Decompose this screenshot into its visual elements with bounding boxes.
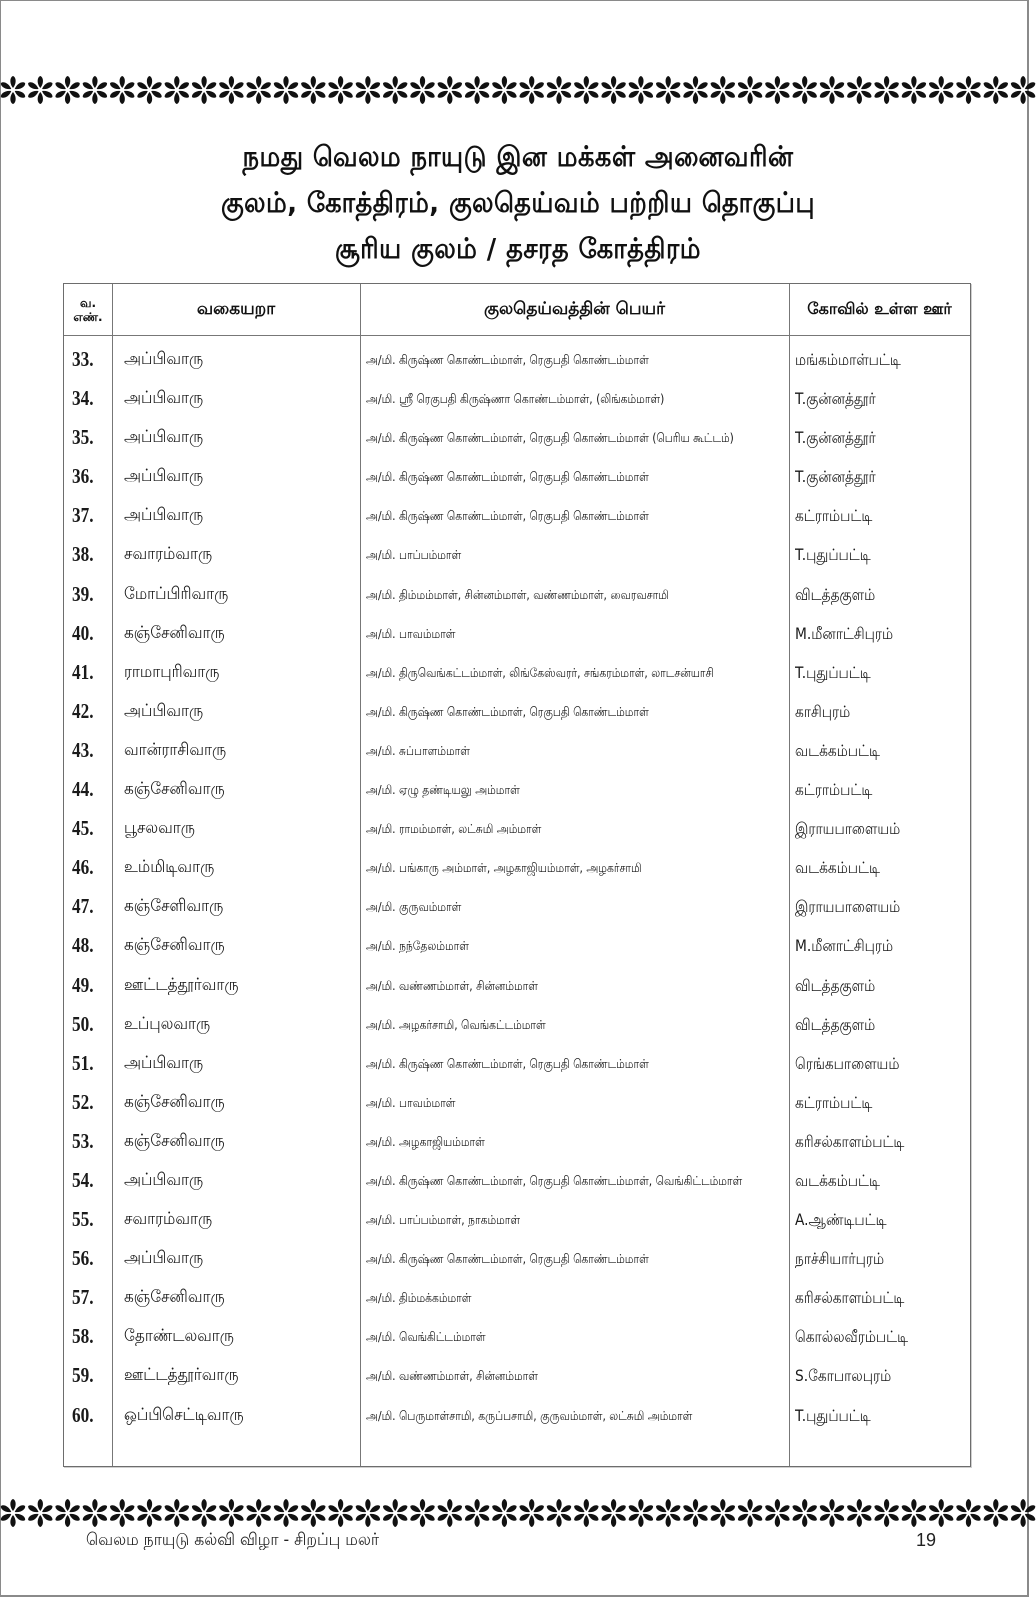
flower-icon <box>518 1499 545 1527</box>
flower-icon <box>846 76 873 104</box>
flower-icon <box>627 1499 654 1527</box>
flower-icon <box>900 1499 927 1527</box>
flower-icon <box>109 1499 136 1527</box>
row-serial-number: 34. <box>72 386 94 411</box>
table-row <box>64 1239 970 1278</box>
flower-icon <box>136 76 163 104</box>
row-serial-number: 48. <box>72 933 94 958</box>
row-temple-village: M.மீனாட்சிபுரம் <box>795 936 894 956</box>
row-temple-village: விடத்தகுளம் <box>795 975 876 995</box>
row-serial-number: 60. <box>72 1402 94 1427</box>
row-serial-number: 47. <box>72 894 94 919</box>
row-serial-number: 33. <box>72 347 94 371</box>
row-serial-number: 46. <box>72 855 94 880</box>
row-family-deity: அ/மி. ஏழு தண்டியலு அம்மாள் <box>366 782 520 798</box>
table-row <box>64 379 970 418</box>
flower-icon <box>819 76 846 104</box>
row-lineage: சவாரம்வாரு <box>124 1209 213 1230</box>
ornament-border-bottom <box>0 1496 1036 1530</box>
table-row <box>64 848 970 887</box>
flower-icon <box>27 76 54 104</box>
row-serial-number: 55. <box>72 1207 94 1232</box>
row-family-deity: அ/மி. வெங்கிட்டம்மாள் <box>366 1329 486 1345</box>
table-row <box>64 887 970 926</box>
flower-icon <box>354 76 381 104</box>
row-temple-village: T.குன்னத்தூர் <box>795 428 876 448</box>
row-temple-village: S.கோபாலபுரம் <box>795 1366 892 1386</box>
row-family-deity: அ/மி. குருவம்மாள் <box>366 899 462 915</box>
row-family-deity: அ/மி. திருவெங்கட்டம்மாள், லிங்கேஸ்வரர், சங்கரம்மாள், லாடசன்யாசி <box>366 664 714 680</box>
flower-icon <box>1010 76 1036 104</box>
row-temple-village: கரிசல்காளம்பட்டி <box>795 1131 905 1151</box>
flower-icon <box>600 1499 627 1527</box>
flower-icon <box>682 1499 709 1527</box>
table-row <box>64 1161 970 1200</box>
flower-icon <box>245 76 272 104</box>
flower-icon <box>464 76 491 104</box>
row-family-deity: அ/மி. திம்மம்மாள், சின்னம்மாள், வண்ணம்மாள், வைரவசாமி <box>366 586 669 602</box>
row-lineage: சவாரம்வாரு <box>124 544 213 565</box>
flower-icon <box>245 1499 272 1527</box>
row-lineage: பூசலவாரு <box>124 818 195 839</box>
flower-icon <box>409 76 436 104</box>
row-family-deity: அ/மி. பங்காரு அம்மாள், அழகாஜியம்மாள், அழகர்சாமி <box>366 860 642 876</box>
header-family-deity: குலதெய்வத்தின் பெயர் <box>483 298 665 319</box>
flower-icon <box>600 76 627 104</box>
row-serial-number: 45. <box>72 816 94 841</box>
flower-icon <box>382 76 409 104</box>
header-serial-line-2: எண். <box>73 309 103 324</box>
row-temple-village: காசிபுரம் <box>795 701 851 721</box>
row-lineage: கஞ்சேனிவாரு <box>124 1130 225 1151</box>
flower-icon <box>873 1499 900 1527</box>
row-lineage: கஞ்சேனிவாரு <box>124 1091 225 1112</box>
table-row <box>64 1396 970 1435</box>
row-temple-village: கட்ராம்பட்டி <box>795 780 873 800</box>
row-serial-number: 38. <box>72 542 94 567</box>
table-row <box>64 966 970 1005</box>
flower-icon <box>928 76 955 104</box>
flower-icon <box>300 1499 327 1527</box>
row-temple-village: விடத்தகுளம் <box>795 1014 876 1034</box>
row-family-deity: அ/மி. வண்ணம்மாள், சின்னம்மாள் <box>366 977 538 993</box>
row-family-deity: அ/மி. நந்தேலம்மாள் <box>366 938 469 954</box>
flower-icon <box>163 1499 190 1527</box>
row-lineage: மோப்பிரிவாரு <box>124 583 229 604</box>
row-lineage: அப்பிவாரு <box>124 700 204 721</box>
row-serial-number: 43. <box>72 737 94 762</box>
table-row <box>64 1044 970 1083</box>
flower-icon <box>955 76 982 104</box>
row-temple-village: கொல்லவீரம்பட்டி <box>795 1327 909 1347</box>
row-lineage: அப்பிவாரு <box>124 466 204 487</box>
flower-icon <box>737 76 764 104</box>
row-serial-number: 37. <box>72 503 94 528</box>
row-temple-village: T.குன்னத்தூர் <box>795 389 876 409</box>
flower-icon <box>846 1499 873 1527</box>
flower-icon <box>573 76 600 104</box>
flower-icon <box>191 76 218 104</box>
table-body <box>64 340 970 1435</box>
row-lineage: உப்புலவாரு <box>124 1013 211 1034</box>
flower-icon <box>873 76 900 104</box>
flower-icon <box>54 76 81 104</box>
table-row <box>64 1122 970 1161</box>
row-serial-number: 50. <box>72 1011 94 1036</box>
row-lineage: கஞ்சேனிவாரு <box>124 779 225 800</box>
header-serial-number <box>64 284 112 335</box>
flower-icon <box>109 76 136 104</box>
table-row <box>64 1356 970 1395</box>
flower-icon <box>0 76 26 104</box>
table-row <box>64 614 970 653</box>
flower-icon <box>737 1499 764 1527</box>
row-family-deity: அ/மி. வண்ணம்மாள், சின்னம்மாள் <box>366 1368 538 1384</box>
flower-icon <box>218 76 245 104</box>
flower-icon <box>491 76 518 104</box>
row-temple-village: M.மீனாட்சிபுரம் <box>795 623 894 643</box>
row-temple-village: நாச்சியார்புரம் <box>795 1249 885 1269</box>
row-temple-village: கரிசல்காளம்பட்டி <box>795 1288 905 1308</box>
flower-icon <box>709 76 736 104</box>
row-family-deity: அ/மி. பாப்பம்மாள் <box>366 547 462 563</box>
table-row <box>64 496 970 535</box>
flower-ornament-icon <box>0 1496 1036 1530</box>
row-temple-village: வடக்கம்பட்டி <box>795 740 880 760</box>
table-row <box>64 731 970 770</box>
row-lineage: கஞ்சேனிவாரு <box>124 1287 225 1308</box>
flower-icon <box>436 76 463 104</box>
flower-icon <box>655 76 682 104</box>
gotra-table <box>63 283 971 1467</box>
flower-icon <box>546 1499 573 1527</box>
row-serial-number: 57. <box>72 1285 94 1310</box>
flower-icon <box>819 1499 846 1527</box>
row-lineage: வான்ராசிவாரு <box>124 739 227 760</box>
flower-icon <box>955 1499 982 1527</box>
row-lineage: கஞ்சேளிவாரு <box>124 896 224 917</box>
row-temple-village: T.புதுப்பட்டி <box>795 1405 871 1425</box>
row-temple-village: T.புதுப்பட்டி <box>795 545 871 565</box>
table-row <box>64 692 970 731</box>
flower-icon <box>682 76 709 104</box>
row-temple-village: T.புதுப்பட்டி <box>795 662 871 682</box>
row-serial-number: 35. <box>72 425 94 450</box>
flower-icon <box>136 1499 163 1527</box>
flower-ornament-icon <box>0 73 1036 107</box>
row-lineage: கஞ்சேனிவாரு <box>124 622 225 643</box>
flower-icon <box>764 76 791 104</box>
table-row <box>64 1317 970 1356</box>
row-temple-village: மங்கம்மாள்பட்டி <box>795 350 901 369</box>
row-lineage: அப்பிவாரு <box>124 1248 204 1269</box>
row-lineage: அப்பிவாரு <box>124 427 204 448</box>
header-divider <box>64 335 970 336</box>
row-serial-number: 53. <box>72 1128 94 1153</box>
table-row <box>64 340 970 379</box>
flower-icon <box>163 76 190 104</box>
row-lineage: கஞ்சேனிவாரு <box>124 935 225 956</box>
row-lineage: ஒப்பிசெட்டிவாரு <box>124 1404 244 1425</box>
row-temple-village: வடக்கம்பட்டி <box>795 1170 880 1190</box>
flower-icon <box>191 1499 218 1527</box>
row-lineage: உம்மிடிவாரு <box>124 857 215 878</box>
row-lineage: ஊட்டத்தூர்வாரு <box>124 1365 239 1386</box>
flower-icon <box>982 76 1009 104</box>
page-title <box>0 134 1036 272</box>
flower-icon <box>218 1499 245 1527</box>
flower-icon <box>54 1499 81 1527</box>
row-serial-number: 41. <box>72 659 94 684</box>
flower-icon <box>27 1499 54 1527</box>
row-serial-number: 40. <box>72 620 94 645</box>
flower-icon <box>81 76 108 104</box>
flower-icon <box>791 76 818 104</box>
flower-icon <box>81 1499 108 1527</box>
flower-icon <box>327 76 354 104</box>
flower-icon <box>655 1499 682 1527</box>
flower-icon <box>1010 1499 1036 1527</box>
row-serial-number: 56. <box>72 1246 94 1271</box>
flower-icon <box>573 1499 600 1527</box>
flower-icon <box>354 1499 381 1527</box>
row-temple-village: T.குன்னத்தூர் <box>795 467 876 487</box>
table-row <box>64 770 970 809</box>
row-serial-number: 42. <box>72 698 94 723</box>
row-serial-number: 54. <box>72 1167 94 1192</box>
flower-icon <box>928 1499 955 1527</box>
page-footer <box>86 1530 936 1560</box>
header-serial-line-1: வ. <box>79 295 97 310</box>
footer-title: வெலம நாயுடு கல்வி விழா - சிறப்பு மலர் <box>86 1530 380 1550</box>
flower-icon <box>273 1499 300 1527</box>
ornament-border-top <box>0 73 1036 107</box>
table-row <box>64 926 970 965</box>
row-family-deity: அ/மி. பாவம்மாள் <box>366 1094 456 1110</box>
flower-icon <box>627 76 654 104</box>
row-lineage: அப்பிவாரு <box>124 349 204 369</box>
row-lineage: தோண்டலவாரு <box>124 1326 234 1347</box>
row-lineage: ராமாபுரிவாரு <box>124 661 220 682</box>
flower-icon <box>518 76 545 104</box>
row-family-deity: அ/மி. கிருஷ்ண கொண்டம்மாள், ரெகுபதி கொண்டம்மாள் <box>366 469 649 485</box>
row-temple-village: வடக்கம்பட்டி <box>795 858 880 878</box>
title-line-3: சூரிய குலம் / தசரத கோத்திரம் <box>335 232 701 265</box>
row-family-deity: அ/மி. கிருஷ்ண கொண்டம்மாள், ரெகுபதி கொண்டம்மாள் <box>366 703 649 719</box>
row-serial-number: 39. <box>72 581 94 606</box>
row-family-deity: அ/மி. பாவம்மாள் <box>366 625 456 641</box>
row-serial-number: 44. <box>72 777 94 802</box>
table-row <box>64 418 970 457</box>
flower-icon <box>982 1499 1009 1527</box>
row-family-deity: அ/மி. ராமம்மாள், லட்சுமி அம்மாள் <box>366 821 542 837</box>
flower-icon <box>546 76 573 104</box>
row-family-deity: அ/மி. பாப்பம்மாள், நாகம்மாள் <box>366 1212 521 1228</box>
flower-icon <box>791 1499 818 1527</box>
row-family-deity: அ/மி. சுப்பாளம்மாள் <box>366 742 470 758</box>
flower-icon <box>709 1499 736 1527</box>
row-family-deity: அ/மி. கிருஷ்ண கொண்டம்மாள், ரெகுபதி கொண்டம்மாள் <box>366 352 649 367</box>
flower-icon <box>382 1499 409 1527</box>
title-line-2: குலம், கோத்திரம், குலதெய்வம் பற்றிய தொகுப்பு <box>220 186 816 219</box>
flower-icon <box>436 1499 463 1527</box>
flower-icon <box>491 1499 518 1527</box>
table-row <box>64 1200 970 1239</box>
table-row <box>64 653 970 692</box>
table-row <box>64 1083 970 1122</box>
page-number: 19 <box>915 1530 936 1550</box>
row-family-deity: அ/மி. கிருஷ்ண கொண்டம்மாள், ரெகுபதி கொண்டம்மாள் <box>366 1251 649 1267</box>
table-row <box>64 575 970 614</box>
flower-icon <box>0 1499 26 1527</box>
row-temple-village: ரெங்கபாளையம் <box>795 1053 900 1073</box>
flower-icon <box>300 76 327 104</box>
row-family-deity: அ/மி. அழகாஜியம்மாள் <box>366 1133 485 1149</box>
row-family-deity: அ/மி. அழகர்சாமி, வெங்கட்டம்மாள் <box>366 1016 546 1032</box>
row-serial-number: 49. <box>72 972 94 997</box>
table-row <box>64 457 970 496</box>
row-lineage: அப்பிவாரு <box>124 1169 204 1190</box>
row-serial-number: 36. <box>72 464 94 489</box>
row-serial-number: 52. <box>72 1089 94 1114</box>
row-temple-village: இராயபாளையம் <box>795 897 901 917</box>
flower-icon <box>327 1499 354 1527</box>
row-temple-village: கட்ராம்பட்டி <box>795 1092 873 1112</box>
flower-icon <box>409 1499 436 1527</box>
row-family-deity: அ/மி. ஸ்ரீ ரெகுபதி கிருஷ்ணா கொண்டம்மாள், (லிங்கம்மாள்) <box>366 391 665 407</box>
row-serial-number: 58. <box>72 1324 94 1349</box>
row-family-deity: அ/மி. கிருஷ்ண கொண்டம்மாள், ரெகுபதி கொண்டம்மாள் (பெரிய கூட்டம்) <box>366 430 734 446</box>
table-row <box>64 535 970 574</box>
flower-icon <box>764 1499 791 1527</box>
row-serial-number: 51. <box>72 1050 94 1075</box>
row-lineage: அப்பிவாரு <box>124 505 204 526</box>
row-family-deity: அ/மி. பெருமாள்சாமி, கருப்பசாமி, குருவம்மாள், லட்சுமி அம்மாள் <box>366 1407 693 1423</box>
row-family-deity: அ/மி. கிருஷ்ண கொண்டம்மாள், ரெகுபதி கொண்டம்மாள் <box>366 1055 649 1071</box>
table-row <box>64 809 970 848</box>
row-temple-village: கட்ராம்பட்டி <box>795 506 873 526</box>
flower-icon <box>464 1499 491 1527</box>
title-line-1: நமது வெலம நாயுடு இன மக்கள் அனைவரின் <box>242 140 794 173</box>
row-temple-village: விடத்தகுளம் <box>795 584 876 604</box>
row-temple-village: A.ஆண்டிபட்டி <box>795 1210 887 1230</box>
row-family-deity: அ/மி. திம்மக்கம்மாள் <box>366 1290 472 1306</box>
table-row <box>64 1278 970 1317</box>
header-temple-village: கோவில் உள்ள ஊர் <box>807 299 952 318</box>
row-lineage: அப்பிவாரு <box>124 388 204 409</box>
header-lineage: வகையறா <box>196 298 276 319</box>
flower-icon <box>900 76 927 104</box>
flower-icon <box>273 76 300 104</box>
row-serial-number: 59. <box>72 1363 94 1388</box>
row-lineage: அப்பிவாரு <box>124 1052 204 1073</box>
row-temple-village: இராயபாளையம் <box>795 819 901 839</box>
row-family-deity: அ/மி. கிருஷ்ண கொண்டம்மாள், ரெகுபதி கொண்டம்மாள், வெங்கிட்டம்மாள் <box>366 1172 743 1188</box>
row-family-deity: அ/மி. கிருஷ்ண கொண்டம்மாள், ரெகுபதி கொண்டம்மாள் <box>366 508 649 524</box>
table-row <box>64 1005 970 1044</box>
row-lineage: ஊட்டத்தூர்வாரு <box>124 974 239 995</box>
